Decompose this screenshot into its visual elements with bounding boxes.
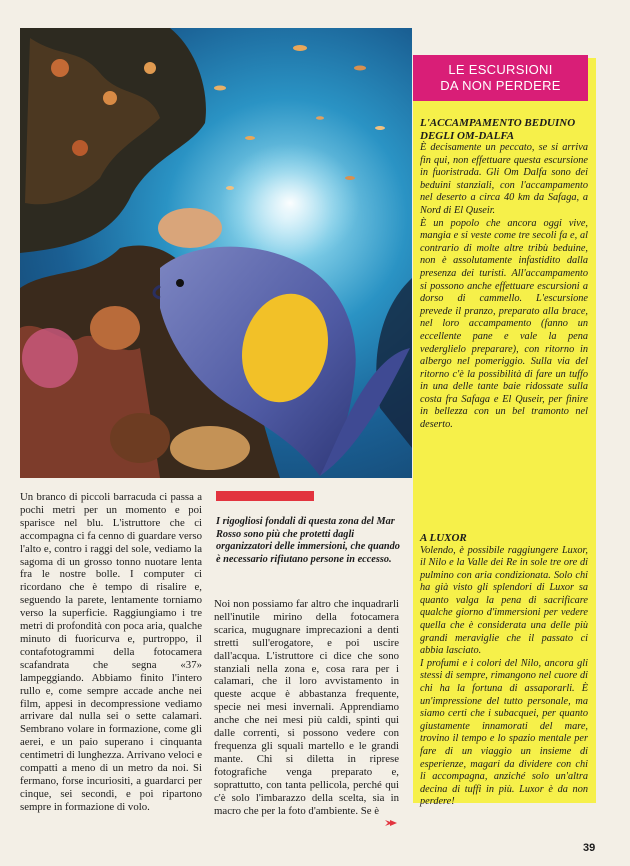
article-paragraph: Noi non possiamo far altro che inquadrarli nell'inutile mirino della fotocamera scarica, mugugnare imprecazioni a denti stretti sull'erogatore, e poi uscire dall'acqua. L'istruttore ci dice che sono stanziali nella zona e, cosa rara per i calamari, che il loro avvistamento in queste acque è abbastanza frequente, specie nei mesi invernali. Apprendiamo anche che nei mesi più caldi, spinti qui dalle correnti, si possono vedere con frequenza gli squali martello e le grandi mante. Chi si diletta in riprese fotografiche venga preparato e, soprattutto, con tanta pellicola, perché qui c'è solo l'imbarazzo della scelta, sia in macro che per la foto d'ambiente. Se è xyxy=(214,598,399,817)
sidebar-heading-line2: DA NON PERDERE xyxy=(440,78,561,93)
article-left-column xyxy=(20,491,202,814)
page-number: 39 xyxy=(583,842,596,854)
sidebar-section-om-dalfa xyxy=(420,117,588,432)
photo-caption: I rigogliosi fondali di questa zona del Mar Rosso sono più che protetti dagli organizzatori delle immersioni, che quando è necessario rifiutano persone in eccesso. xyxy=(216,516,400,565)
underwater-photo xyxy=(20,28,412,478)
accent-bar xyxy=(216,491,314,501)
continue-arrow-icon xyxy=(385,818,397,828)
article-mid-column xyxy=(214,598,399,817)
sidebar-section-luxor xyxy=(420,532,588,809)
sidebar-heading-line1: LE ESCURSIONI xyxy=(448,62,553,77)
section-paragraph: È un popolo che ancora oggi vive, mangia e si veste come tre secoli fa e, al contrario di molte altre tribù beduine, non è assolutamente infastidito dalla presenza dei turisti. All'accampamento si possono anche effettuare escursioni a dorso di cammello. L'escursione prevede il pranzo, preparato alla brace, nel loro accampamento (fanno un eccellente pane e vale la pena vederglielo preparare), con ritorno in albergo nel pomeriggio. Sulla via del ritorno c'è la possibilità di fare un tuffo in una delle tante baie ridossate sulla costa fra Safaga e El Quseir, per finire in bellezza con un bel tramonto nel deserto. xyxy=(420,217,588,431)
sidebar-heading xyxy=(413,55,588,101)
section-paragraph: È decisamente un peccato, se si arriva fin qui, non effettuare questa escursione in fuoristrada. Gli Om Dalfa sono dei beduini stanziali, con l'accampamento nel deserto a circa 40 km da Safaga, a Nord di El Quseir. xyxy=(420,142,588,216)
section-paragraph: Volendo, è possibile raggiungere Luxor, il Nilo e la Valle dei Re in sole tre ore di pulmino con aria condizionata. Solo chi ha già visto gli splendori di Luxor sa quanto valga la pena di sacrificare qualche giorno d'immersioni per vedere quella che è considerata una delle più grandi meraviglie che il passato ci abbia lasciato. xyxy=(420,544,588,657)
section-title: A LUXOR xyxy=(420,532,467,544)
reef-fish-illustration xyxy=(20,28,412,478)
article-paragraph: Un branco di piccoli barracuda ci passa a pochi metri per un momento e poi sparisce nel blu. L'istruttore che ci accompagna ci fa cenno di guardare verso l'alto e, contro i raggi del sole, vediamo la sagoma di un grosso tonno nuotare lenta fra le nostre bolle. I computer ci ricordano che è tempo di risalire e, seguendo la parete, lentamente torniamo verso la superficie. Raggiungiamo i tre metri di profondità con poca aria, qualche minuto di fuoricurva e, purtroppo, il contafotogrammi della fotocamera scafandrata che segna «37» lampeggiando. Abbiamo finito l'intero rullo e, come sempre accade anche nei film, appesi in decompressione vediamo arrivare dal nulla sei o sette calamari. Sembrano volare in formazione, come gli aerei, e un paio superano i cinquanta centimetri di lunghezza. Arrivano veloci e compatti a meno di un metro da noi. Si fermano, forse incuriositi, a guardarci per cinque, sei secondi, e poi ripartono sempre in formazione di volo. xyxy=(20,491,202,813)
section-paragraph: I profumi e i colori del Nilo, ancora gli stessi di sempre, rimangono nel cuore di chi ha la fortuna di assaporarli. È un'impressione del tutto personale, ma siamo certi che i subacquei, per quanto giustamente innamorati del mare, trovino il tempo e lo spazio mentale per fare di un viaggio un insieme di esperienze, magari da dividere con chi li accompagna, anziché solo un'altra decina di tuffi in più. Luxor è da non perdere! xyxy=(420,657,588,808)
section-title: L'ACCAMPAMENTO BEDUINO DEGLI OM-DALFA xyxy=(420,117,576,142)
